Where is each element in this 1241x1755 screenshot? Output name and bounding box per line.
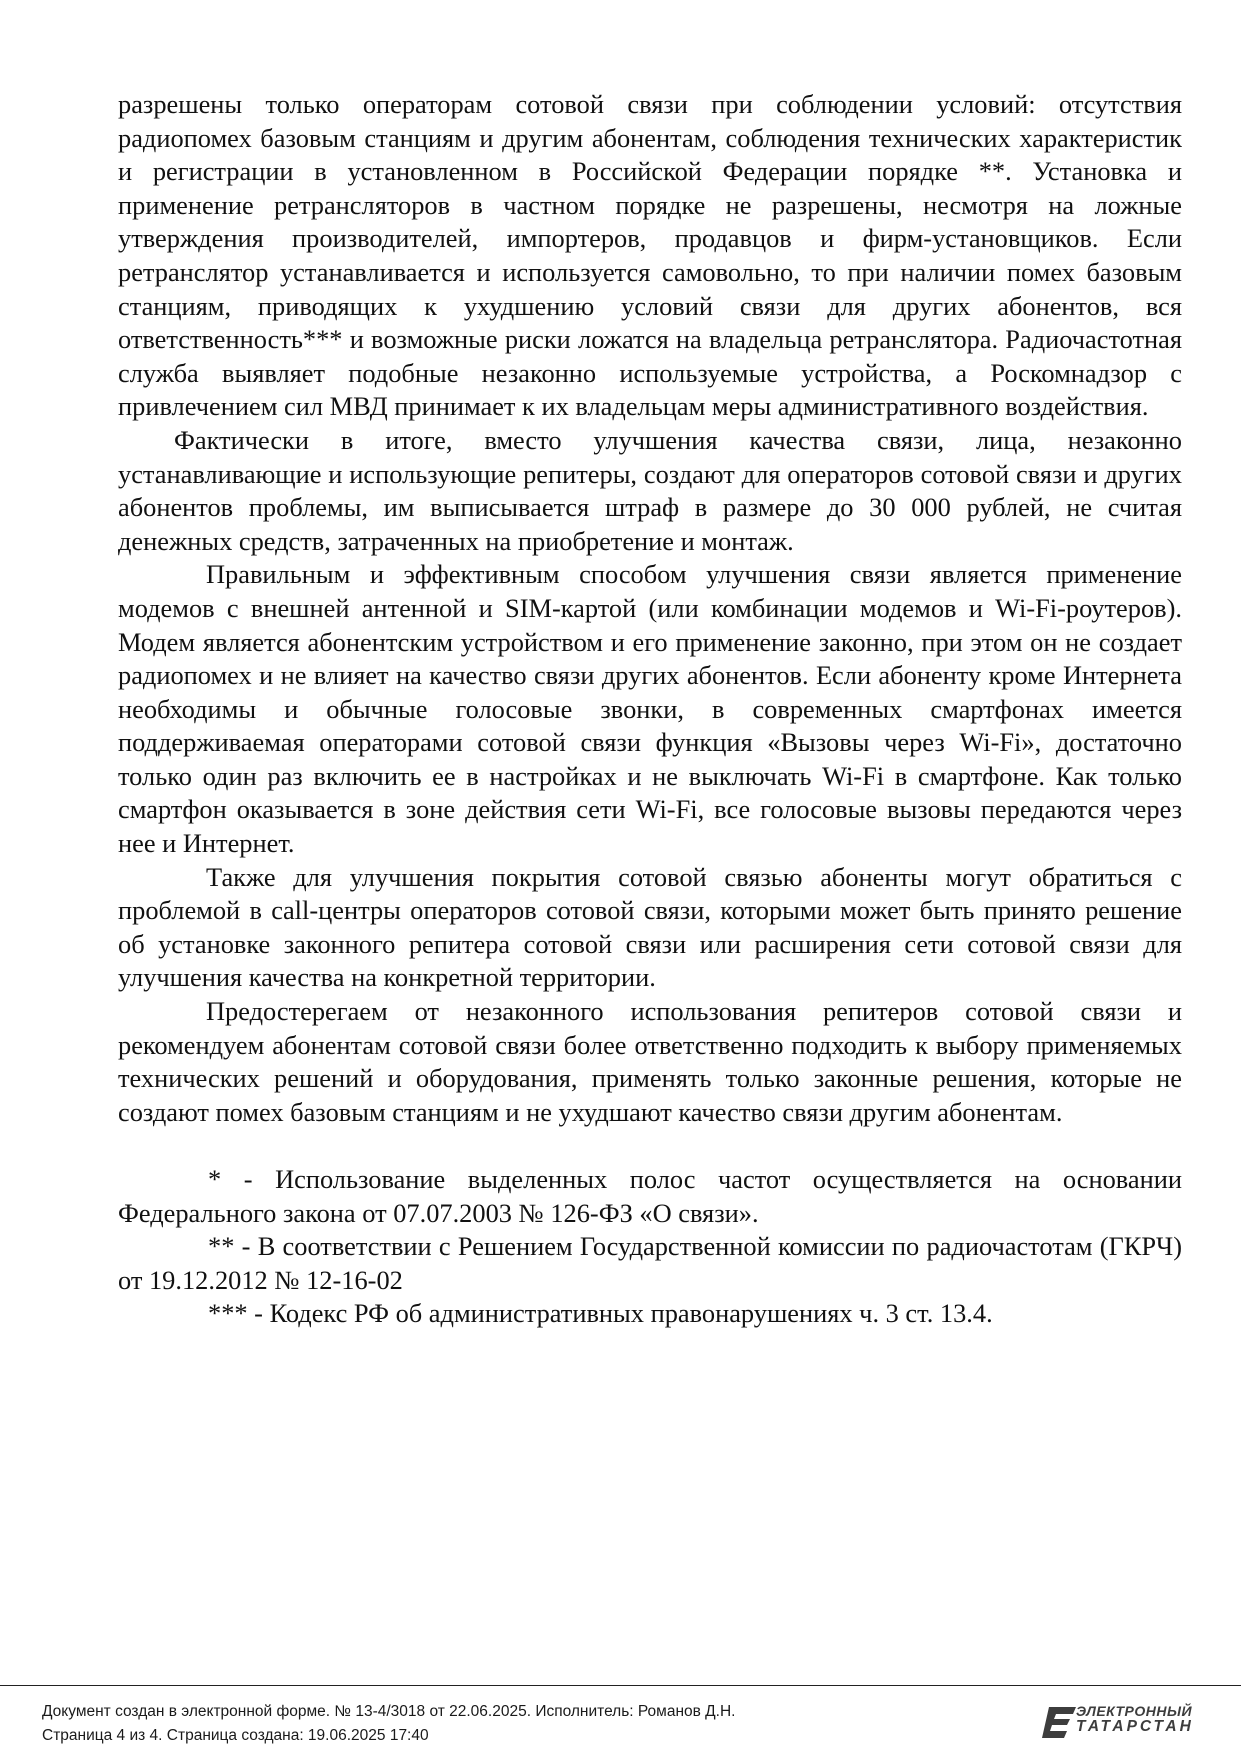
paragraph-call-centers: Также для улучшения покрытия сотовой связью абоненты могут обратиться с проблемой в call-центры операторов сотовой связи, которыми может быть принято решение об установке законного репитера сотовой связи или расширения сети сотовой связи для улучшения качества на конкретной территории. (118, 861, 1182, 993)
footnote-1: * - Использование выделенных полос частот осуществляется на основании Федерального закона от 07.07.2003 № 126-ФЗ «О связи». (118, 1164, 1182, 1228)
logo-line-2: ТАТАРСТАН (1076, 1718, 1194, 1735)
logo-mark-icon (1040, 1705, 1078, 1739)
footer-divider (0, 1685, 1241, 1686)
paragraph-modems: Правильным и эффективным способом улучшения связи является применение модемов с внешней антенной и SIM-картой (или комбинации модемов и Wi-Fi-роутеров). Модем является абонентским устройством и его применение законно, при этом он не создает радиопомех и не влияет на качество связи других абонентов. Если абоненту кроме Интернета необходимы и обычные голосовые звонки, в современных смартфонах имеется поддерживаемая операторами сотовой связи функция «Вызовы через Wi-Fi», достаточно только один раз включить ее в настройках и не выключать Wi-Fi в смартфоне. Как только смартфон оказывается в зоне действия сети Wi-Fi, все голосовые вызовы передаются через нее и Интернет. (118, 559, 1182, 859)
footer-page-info: Страница 4 из 4. Страница создана: 19.06.2025 17:40 (42, 1727, 429, 1744)
document-body (118, 88, 1182, 1331)
footnote-2: ** - В соответствии с Решением Государственной комиссии по радиочастотам (ГКРЧ) от 19.12.2012 № 12-16-02 (118, 1231, 1182, 1295)
document-footer (42, 1700, 735, 1748)
paragraph-warning: Предостерегаем от незаконного использования репитеров сотовой связи и рекомендуем абонентам сотовой связи более ответственно подходить к выбору применяемых технических решений и оборудования, применять только законные решения, которые не создают помех базовым станциям и не ухудшают качество связи другим абонентам. (118, 996, 1182, 1127)
footnotes (118, 1163, 1182, 1331)
paragraph-consequences: Фактически в итоге, вместо улучшения качества связи, лица, незаконно устанавливающие и использующие репитеры, создают для операторов сотовой связи и других абонентов проблемы, им выписывается штраф в размере до 30 000 рублей, не считая денежных средств, затраченных на приобретение и монтаж. (118, 424, 1182, 556)
footer-document-info: Документ создан в электронной форме. № 13-4/3018 от 22.06.2025. Исполнитель: Романов Д.Н. (42, 1703, 736, 1720)
paragraph-continuation: разрешены только операторам сотовой связи при соблюдении условий: отсутствия радиопомех базовым станциям и другим абонентам, соблюдения технических характеристик и регистрации в установленном в Российской Федерации порядке **. Установка и применение ретрансляторов в частном порядке не разрешены, несмотря на ложные утверждения производителей, импортеров, продавцов и фирм-установщиков. Если ретранслятор устанавливается и используется самовольно, то при наличии помех базовым станциям, приводящих к ухудшению условий связи для других абонентов, вся ответственность*** и возможные риски ложатся на владельца ретранслятора. Радиочастотная служба выявляет подобные незаконно используемые устройства, а Роскомнадзор с привлечением сил МВД принимает к их владельцам меры административного воздействия. (118, 89, 1182, 422)
footnote-3: *** - Кодекс РФ об административных правонарушениях ч. 3 ст. 13.4. (208, 1298, 993, 1329)
electronic-tatarstan-logo (1040, 1703, 1200, 1743)
logo-line-1: ЭЛЕКТРОННЫЙ (1076, 1703, 1193, 1719)
